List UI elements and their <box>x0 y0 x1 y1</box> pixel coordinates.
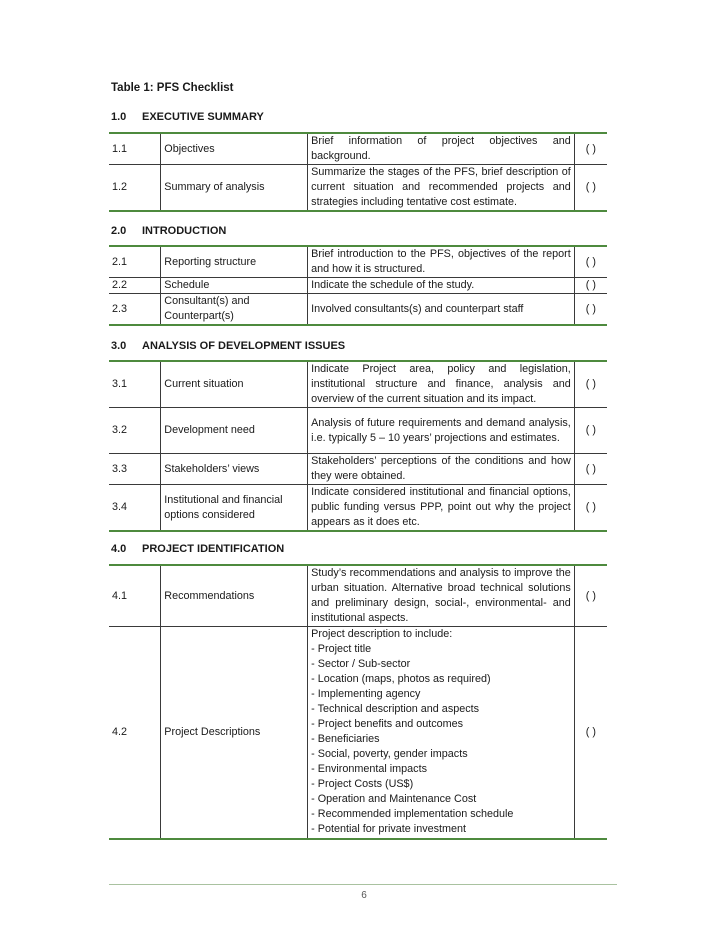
section-heading-executive-summary <box>111 111 607 123</box>
row-number: 3.2 <box>109 408 161 454</box>
table-row <box>109 454 607 485</box>
list-item: - Social, poverty, gender impacts <box>311 748 468 761</box>
table-row <box>109 408 607 454</box>
row-item: Objectives <box>161 133 308 165</box>
checkbox[interactable]: ( ) <box>574 454 607 485</box>
table-row <box>109 278 607 294</box>
row-number: 3.1 <box>109 361 161 408</box>
row-item: Schedule <box>161 278 308 294</box>
table-row <box>109 627 607 839</box>
list-item: - Recommended implementation schedule <box>311 808 514 821</box>
row-number: 3.4 <box>109 485 161 532</box>
checklist-table-introduction <box>109 245 607 326</box>
row-number: 4.2 <box>109 627 161 839</box>
list-item: - Project benefits and outcomes <box>311 718 464 731</box>
row-item: Summary of analysis <box>161 165 308 212</box>
row-item: Development need <box>161 408 308 454</box>
list-item: - Sector / Sub-sector <box>311 658 411 671</box>
section-heading-analysis-of-development-issues <box>111 340 607 352</box>
table-row <box>109 485 607 532</box>
table-row <box>109 165 607 212</box>
checkbox[interactable]: ( ) <box>574 408 607 454</box>
section-heading-project-identification <box>111 543 607 555</box>
row-item: Institutional and financial options considered <box>161 485 308 532</box>
checkbox[interactable]: ( ) <box>574 278 607 294</box>
section-number: 1.0 <box>111 111 127 123</box>
list-item: - Beneficiaries <box>311 733 380 746</box>
section-title: PROJECT IDENTIFICATION <box>142 543 285 555</box>
row-item: Recommendations <box>161 565 308 627</box>
table-row <box>109 565 607 627</box>
section-heading-introduction <box>111 225 607 237</box>
page-number: 6 <box>361 890 367 901</box>
list-item: - Potential for private investment <box>311 823 466 836</box>
row-item: Stakeholders’ views <box>161 454 308 485</box>
row-description: Study’s recommendations and analysis to improve the urban situation. Alternative broad technical solutions and preliminary design, social-, environmental- and institutional aspects. <box>308 565 575 627</box>
table-row <box>109 246 607 278</box>
footer-divider <box>109 884 617 885</box>
list-item: - Project Costs (US$) <box>311 778 414 791</box>
row-item: Consultant(s) and Counterpart(s) <box>161 294 308 326</box>
row-item: Reporting structure <box>161 246 308 278</box>
section-number: 4.0 <box>111 543 127 555</box>
row-description: Brief introduction to the PFS, objectives of the report and how it is structured. <box>308 246 575 278</box>
list-item: - Implementing agency <box>311 688 421 701</box>
row-number: 1.2 <box>109 165 161 212</box>
row-number: 4.1 <box>109 565 161 627</box>
table-title: Table 1: PFS Checklist <box>111 82 234 94</box>
row-number: 3.3 <box>109 454 161 485</box>
row-description: Indicate the schedule of the study. <box>308 278 575 294</box>
row-number: 2.1 <box>109 246 161 278</box>
list-item: - Project title <box>311 643 372 656</box>
section-number: 2.0 <box>111 225 127 237</box>
checkbox[interactable]: ( ) <box>574 165 607 212</box>
checkbox[interactable]: ( ) <box>574 485 607 532</box>
row-number: 1.1 <box>109 133 161 165</box>
checkbox[interactable]: ( ) <box>574 246 607 278</box>
list-item: - Location (maps, photos as required) <box>311 673 491 686</box>
row-description: Summarize the stages of the PFS, brief description of current situation and recommended projects and strategies including tentative cost estimate. <box>308 165 575 212</box>
row-description-list <box>308 627 575 839</box>
row-description: Involved consultants(s) and counterpart staff <box>308 294 575 326</box>
row-item: Current situation <box>161 361 308 408</box>
table-row <box>109 361 607 408</box>
table-row <box>109 294 607 326</box>
row-description: Brief information of project objectives and background. <box>308 133 575 165</box>
table-row <box>109 133 607 165</box>
description-intro: Project description to include: <box>311 628 453 641</box>
row-number: 2.2 <box>109 278 161 294</box>
checkbox[interactable]: ( ) <box>574 565 607 627</box>
row-item: Project Descriptions <box>161 627 308 839</box>
checkbox[interactable]: ( ) <box>574 361 607 408</box>
list-item: - Environmental impacts <box>311 763 427 776</box>
row-description: Stakeholders’ perceptions of the conditions and how they were obtained. <box>308 454 575 485</box>
row-number: 2.3 <box>109 294 161 326</box>
checklist-table-executive-summary <box>109 132 607 212</box>
checklist-table-project-identification <box>109 564 607 840</box>
section-title: EXECUTIVE SUMMARY <box>142 111 264 123</box>
section-title: ANALYSIS OF DEVELOPMENT ISSUES <box>142 340 346 352</box>
section-title: INTRODUCTION <box>142 225 227 237</box>
row-description: Indicate Project area, policy and legislation, institutional structure and finance, analysis and overview of the current situation and its impact. <box>308 361 575 408</box>
row-description: Indicate considered institutional and financial options, public funding versus PPP, point out why the project appears as it does etc. <box>308 485 575 532</box>
checkbox[interactable]: ( ) <box>574 627 607 839</box>
row-description: Analysis of future requirements and demand analysis, i.e. typically 5 – 10 years’ projections and estimates. <box>308 408 575 454</box>
checkbox[interactable]: ( ) <box>574 133 607 165</box>
list-item: - Operation and Maintenance Cost <box>311 793 477 806</box>
list-item: - Technical description and aspects <box>311 703 480 716</box>
checkbox[interactable]: ( ) <box>574 294 607 326</box>
section-number: 3.0 <box>111 340 127 352</box>
checklist-table-analysis <box>109 360 607 532</box>
